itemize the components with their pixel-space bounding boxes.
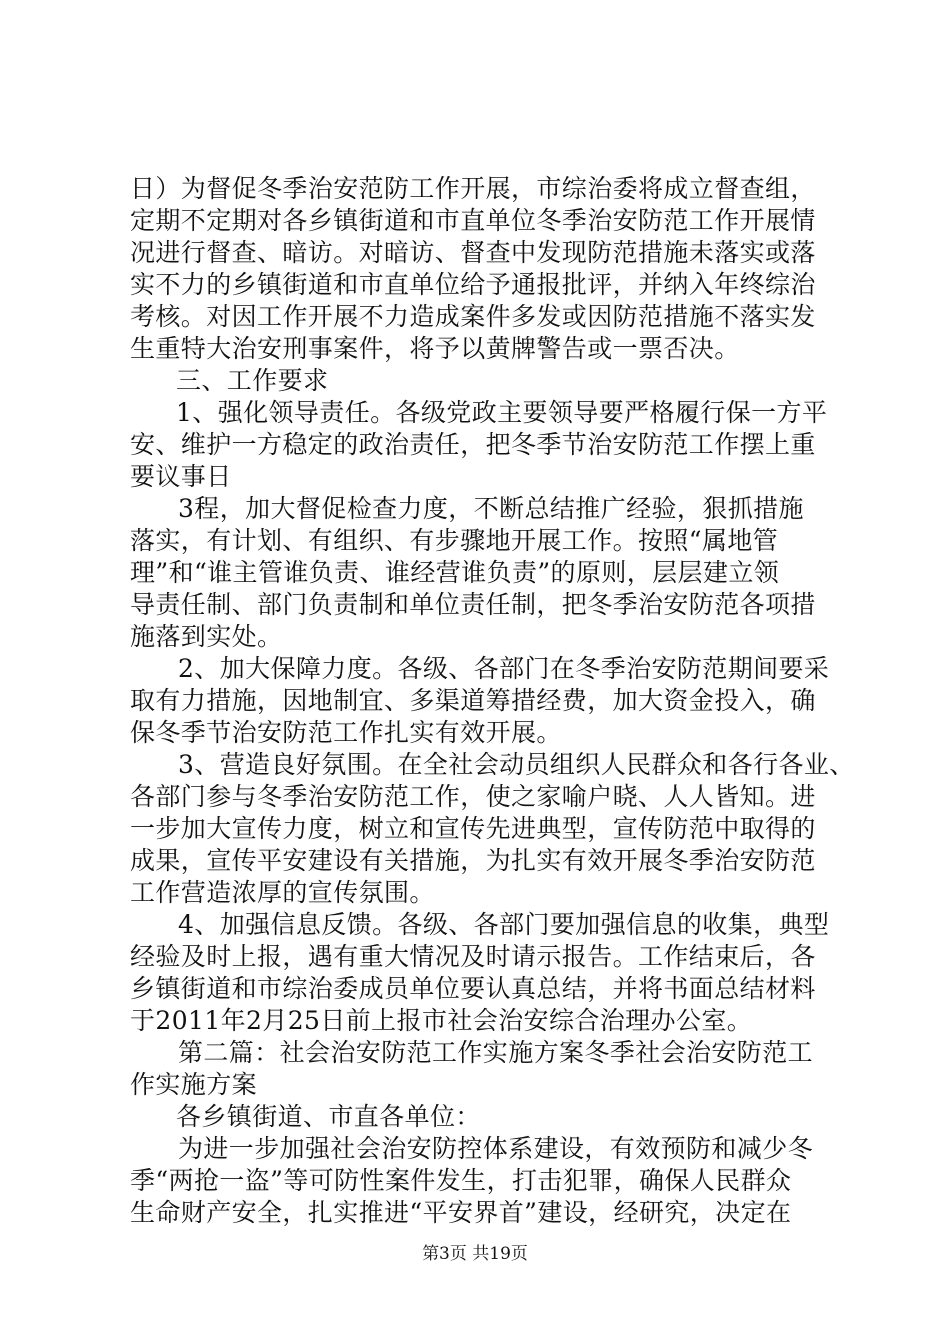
salutation: 各乡镇街道、市直各单位： (176, 1102, 481, 1131)
text-line: 落实，有计划、有组织、有步骤地开展工作。按照“属地管 (130, 526, 779, 555)
text-line: 乡镇街道和市综治委成员单位要认真总结，并将书面总结材料 (130, 974, 816, 1003)
text-line: 日）为督促冬季治安范防工作开展，市综治委将成立督查组， (130, 174, 816, 203)
text-line: 生命财产安全，扎实推进“平安界首”建设，经研究，决定在 (130, 1198, 792, 1227)
text-line: 一步加大宣传力度，树立和宣传先进典型，宣传防范中取得的 (130, 814, 816, 843)
text-line: 理”和“谁主管谁负责、谁经营谁负责”的原则，层层建立领 (130, 558, 780, 587)
text-line: 况进行督查、暗访。对暗访、督查中发现防范措施未落实或落 (130, 238, 816, 267)
text-line: 施落到实处。 (130, 622, 283, 651)
text-line: 保冬季节治安防范工作扎实有效开展。 (130, 718, 562, 747)
text-line: 3、营造良好氛围。在全社会动员组织人民群众和各行各业、 (178, 750, 855, 779)
text-line: 2、加大保障力度。各级、各部门在冬季治安防范期间要采 (178, 654, 830, 683)
page-number: 第3页 共19页 (422, 1244, 528, 1264)
text-line: 于2011年2月25日前上报市社会治安综合治理办公室。 (130, 1006, 753, 1035)
text-line: 1、强化领导责任。各级党政主要领导要严格履行保一方平 (176, 398, 828, 427)
section-title: 第二篇：社会治安防范工作实施方案冬季社会治安防范工 (178, 1038, 814, 1067)
text-line: 成果，宣传平安建设有关措施，为扎实有效开展冬季治安防范 (130, 846, 816, 875)
text-line: 3程，加大督促检查力度，不断总结推广经验，狠抓措施 (178, 494, 804, 523)
text-line: 经验及时上报，遇有重大情况及时请示报告。工作结束后，各 (130, 942, 816, 971)
text-line: 各部门参与冬季治安防范工作，使之家喻户晓、人人皆知。进 (130, 782, 816, 811)
text-line: 导责任制、部门负责制和单位责任制，把冬季治安防范各项措 (130, 590, 816, 619)
section-heading: 三、工作要求 (176, 366, 329, 395)
text-line: 安、维护一方稳定的政治责任，把冬季节治安防范工作摆上重 (130, 430, 816, 459)
text-line: 季“两抢一盗”等可防性案件发生，打击犯罪，确保人民群众 (130, 1166, 792, 1195)
text-line: 4、加强信息反馈。各级、各部门要加强信息的收集，典型 (178, 910, 830, 939)
text-line: 要议事日 (130, 462, 232, 491)
text-line: 生重特大治安刑事案件，将予以黄牌警告或一票否决。 (130, 334, 740, 363)
section-title: 作实施方案 (130, 1070, 258, 1099)
text-line: 定期不定期对各乡镇街道和市直单位冬季治安防范工作开展情 (130, 206, 816, 235)
text-line: 工作营造浓厚的宣传氛围。 (130, 878, 435, 907)
text-line: 取有力措施，因地制宜、多渠道筹措经费，加大资金投入，确 (130, 686, 816, 715)
text-line: 为进一步加强社会治安防控体系建设，有效预防和减少冬 (178, 1134, 814, 1163)
text-line: 实不力的乡镇街道和市直单位给予通报批评，并纳入年终综治 (130, 270, 816, 299)
text-line: 考核。对因工作开展不力造成案件多发或因防范措施不落实发 (130, 302, 816, 331)
